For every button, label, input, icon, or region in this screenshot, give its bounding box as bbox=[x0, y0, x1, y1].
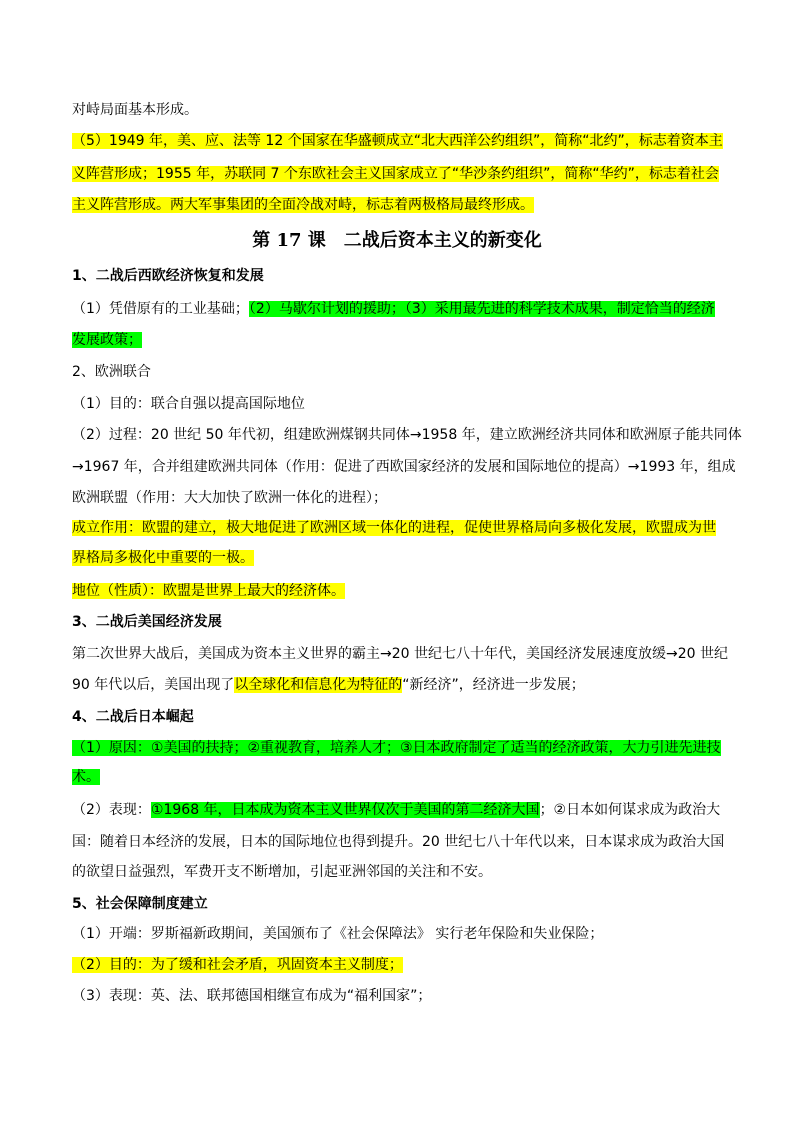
text-line bbox=[72, 131, 723, 151]
text: （2）过程：20 世纪 50 年代初，组建欧洲煤钢共同体→1958 年，建立欧洲经济共同体和欧洲原子能共同体 bbox=[72, 427, 742, 443]
text-line bbox=[72, 767, 100, 787]
text-line bbox=[72, 330, 142, 350]
text: 90 年代以后，美国出现了 bbox=[72, 677, 235, 693]
highlighted-text: （2）马歇尔计划的援助；（3）采用最先进的科学技术成果，制定恰当的经济 bbox=[248, 301, 715, 317]
section-heading bbox=[72, 612, 222, 632]
text-line bbox=[72, 832, 724, 852]
text: （1）开端：罗斯福新政期间，美国颁布了《社会保障法》 实行老年保险和失业保险； bbox=[72, 926, 604, 942]
text: 国：随着日本经济的发展，日本的国际地位也得到提升。20 世纪七八十年代以来，日本谋求成为政治大国 bbox=[72, 834, 725, 850]
text-line bbox=[72, 862, 492, 882]
text-line bbox=[72, 518, 716, 538]
text: （2）表现： bbox=[72, 802, 151, 818]
text: 4、二战后日本崛起 bbox=[72, 709, 194, 725]
text-line bbox=[72, 457, 736, 477]
highlighted-text: 主义阵营形成。两大军事集团的全面冷战对峙，标志着两极格局最终形成。 bbox=[72, 197, 534, 213]
text: ；②日本如何谋求成为政治大 bbox=[539, 802, 721, 818]
text: 的欲望日益强烈，军费开支不断增加，引起亚洲邻国的关注和不安。 bbox=[72, 864, 492, 880]
section-heading bbox=[72, 707, 194, 727]
text: “新经济”，经济进一步发展； bbox=[402, 677, 585, 693]
text-line bbox=[72, 394, 305, 414]
text-line bbox=[72, 644, 728, 664]
text: 第二次世界大战后，美国成为资本主义世界的霸主→20 世纪七八十年代，美国经济发展速度放缓→20 世纪 bbox=[72, 646, 728, 662]
text: 2、欧洲联合 bbox=[72, 364, 151, 380]
text-line bbox=[72, 986, 431, 1006]
highlighted-text: 以全球化和信息化为特征的 bbox=[234, 677, 403, 693]
text-line bbox=[72, 738, 721, 758]
text-line bbox=[72, 488, 387, 508]
highlighted-text: （1）原因：①美国的扶持；②重视教育，培养人才；③日本政府制定了适当的经济政策，大力引进先进技 bbox=[72, 740, 721, 756]
text: 对峙局面基本形成。 bbox=[72, 102, 198, 118]
text-line bbox=[72, 100, 198, 120]
text: 欧洲联盟（作用：大大加快了欧洲一体化的进程）； bbox=[72, 490, 387, 506]
text-line bbox=[72, 425, 742, 445]
text-line bbox=[72, 800, 720, 820]
text: （3）表现：英、法、联邦德国相继宣布成为“福利国家”； bbox=[72, 988, 432, 1004]
text: 5、社会保障制度建立 bbox=[72, 896, 208, 912]
text: （1）目的：联合自强以提高国际地位 bbox=[72, 396, 305, 412]
text-line bbox=[72, 924, 603, 944]
highlighted-text: 发展政策； bbox=[72, 332, 142, 348]
text: （1）凭借原有的工业基础； bbox=[72, 301, 249, 317]
highlighted-text: 地位（性质）：欧盟是世界上最大的经济体。 bbox=[72, 583, 345, 599]
highlighted-text: ①1968 年，日本成为资本主义世界仅次于美国的第二经济大国 bbox=[150, 802, 540, 818]
text-line bbox=[72, 164, 719, 184]
highlighted-text: （5）1949 年，美、应、法等 12 个国家在华盛顿成立“北大西洋公约组织”，简称“北约”，标志着资本主 bbox=[72, 133, 723, 149]
lesson-title: 第 17 课 二战后资本主义的新变化 bbox=[252, 230, 542, 251]
text: →1967 年，合并组建欧洲共同体（作用：促进了西欧国家经济的发展和国际地位的提高）→1993 年，组成 bbox=[72, 459, 736, 475]
highlighted-text: 界格局多极化中重要的一极。 bbox=[72, 550, 254, 566]
text-line bbox=[72, 548, 254, 568]
text: 3、二战后美国经济发展 bbox=[72, 614, 222, 630]
section-heading bbox=[72, 362, 151, 382]
text-line bbox=[72, 195, 534, 215]
section-heading bbox=[72, 266, 264, 286]
text-line bbox=[72, 581, 345, 601]
text-line bbox=[72, 299, 715, 319]
highlighted-text: （2）目的：为了缓和社会矛盾，巩固资本主义制度； bbox=[72, 957, 403, 973]
highlighted-text: 术。 bbox=[72, 769, 100, 785]
highlighted-text: 义阵营形成；1955 年，苏联同 7 个东欧社会主义国家成立了“华沙条约组织”，简称“华约”，标志着社会 bbox=[72, 166, 719, 182]
section-heading bbox=[72, 894, 208, 914]
text-line bbox=[72, 675, 585, 695]
text-line bbox=[72, 955, 403, 975]
text: 1、二战后西欧经济恢复和发展 bbox=[72, 268, 264, 284]
highlighted-text: 成立作用：欧盟的建立，极大地促进了欧洲区域一体化的进程，促使世界格局向多极化发展，欧盟成为世 bbox=[72, 520, 716, 536]
